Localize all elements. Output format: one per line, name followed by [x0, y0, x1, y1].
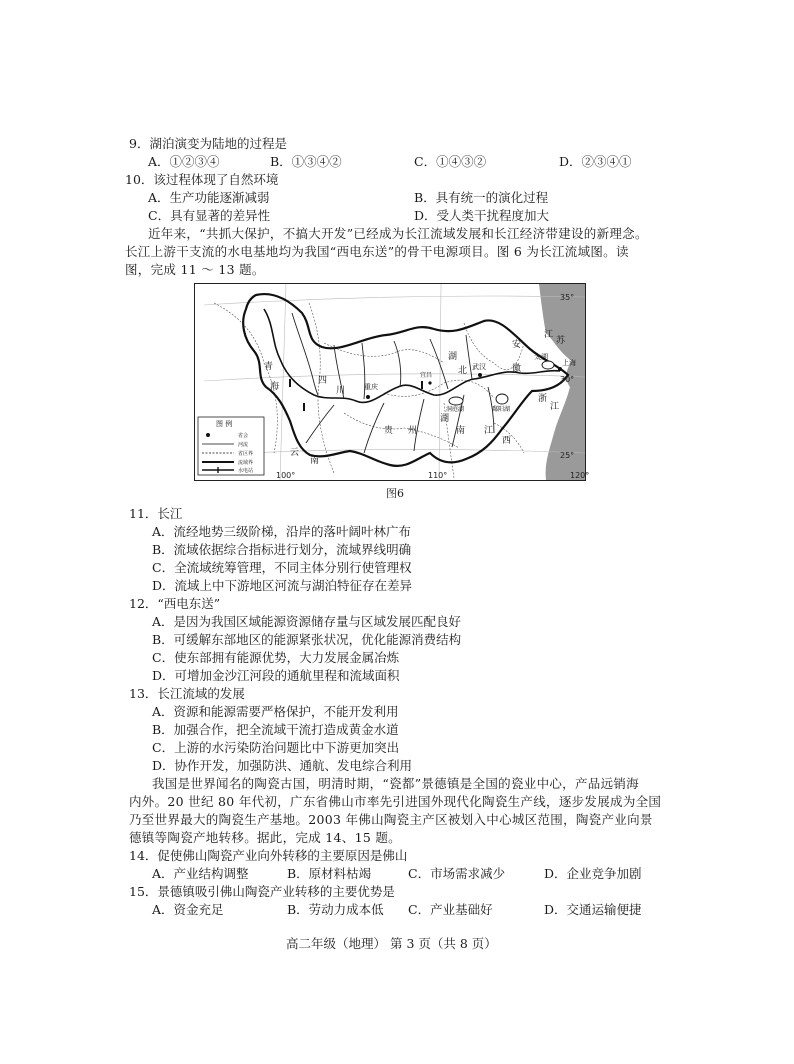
question-11-option-a: A．流经地势三级阶梯，沿岸的落叶阔叶林广布	[152, 524, 412, 539]
question-14-option-b: B．原材料枯竭	[287, 866, 372, 881]
map-label-chuan: 川	[336, 386, 346, 396]
question-13-option-d: D．协作开发，加强防洪、通航、发电综合利用	[152, 758, 413, 773]
map-label-hu-north: 湖	[448, 352, 458, 362]
map-label-gui: 贵	[384, 426, 394, 436]
question-12-option-d: D．可增加金沙江河段的通航里程和流域面积	[152, 668, 400, 683]
legend-item-province-border: 省区界	[238, 451, 254, 457]
legend-item-river: 河流	[238, 442, 249, 448]
map-label-hui: 徽	[512, 364, 522, 374]
passage-2-line-3: 乃至世界最大的陶瓷生产基地。2003 年佛山陶瓷主产区被划入中心城区范围，陶瓷产业向景	[129, 812, 653, 827]
question-9-option-d: D．②③④①	[559, 154, 632, 169]
longitude-label-120: 120°	[570, 471, 590, 480]
legend-item-hydropower: 水电站	[238, 468, 254, 474]
question-13-option-c: C．上游的水污染防治问题比中下游更加突出	[152, 740, 400, 755]
passage-2-line-4: 德镇等陶瓷产地转移。据此，完成 14、15 题。	[129, 830, 401, 845]
map-label-bei: 北	[458, 366, 468, 376]
map-label-poyang: 鄱阳湖	[492, 406, 511, 413]
map-label-xi: 西	[502, 436, 512, 446]
question-10-option-d: D．受人类干扰程度加大	[414, 208, 550, 223]
question-14-stem: 14．促使佛山陶瓷产业向外转移的主要原因是佛山	[129, 848, 408, 863]
map-label-chongqing: 重庆	[364, 383, 378, 391]
map-label-jiang-zhe: 江	[550, 402, 560, 412]
question-9-option-b: B．①③④②	[270, 154, 342, 169]
question-15-option-a: A．资金充足	[152, 902, 224, 917]
map-label-taihu: 太湖	[534, 353, 548, 361]
question-14-option-d: D．企业竞争加剧	[544, 866, 642, 881]
question-11-option-b: B．流域依据综合指标进行划分，流域界线明确	[152, 542, 412, 557]
map-label-shanghai: 上海	[562, 359, 576, 367]
passage-1-line-1: 近年来，“共抓大保护，不搞大开发”已经成为长江流域发展和长江经济带建设的新理念。	[148, 226, 648, 241]
latitude-label-35: 35°	[560, 293, 575, 302]
map-label-qing: 青	[264, 362, 274, 372]
question-9-stem: 9．湖泊演变为陆地的过程是	[129, 136, 287, 151]
map-label-jiang-xi: 江	[484, 426, 494, 436]
question-11-option-c: C．全流域统筹管理，不同主体分别行使管理权	[152, 560, 412, 575]
map-label-si: 四	[318, 376, 328, 386]
question-10-stem: 10．该过程体现了自然环境	[125, 172, 279, 187]
question-12-stem: 12．“西电东送”	[129, 596, 221, 611]
question-14-option-c: C．市场需求减少	[408, 866, 506, 881]
question-12-option-b: B．可缓解东部地区的能源紧张状况，优化能源消费结构	[152, 632, 462, 647]
longitude-label-100: 100°	[276, 471, 296, 480]
longitude-label-110: 110°	[428, 471, 448, 480]
map-label-wuhan: 武汉	[472, 363, 486, 371]
legend-item-capital: 省会	[238, 433, 249, 439]
question-13-option-a: A．资源和能源需要严格保护，不能开发利用	[152, 704, 399, 719]
map-label-jiang: 江	[544, 330, 554, 340]
passage-1-line-3: 图，完成 11 ～ 13 题。	[125, 262, 265, 277]
legend-title: 图 例	[216, 420, 233, 428]
question-11-option-d: D．流域上中下游地区河流与湖泊特征存在差异	[152, 578, 413, 593]
question-13-option-b: B．加强合作，把全流域干流打造成黄金水道	[152, 722, 399, 737]
map-label-hai: 海	[270, 382, 280, 392]
question-9-option-a: A．①②③④	[148, 154, 220, 169]
map-label-hu-south: 湖	[440, 414, 450, 424]
question-15-option-c: C．产业基础好	[408, 902, 493, 917]
map-svg	[194, 283, 590, 481]
question-15-option-d: D．交通运输便捷	[544, 902, 642, 917]
question-12-option-c: C．使东部拥有能源优势，大力发展金属冶炼	[152, 650, 400, 665]
latitude-label-25: 25°	[560, 451, 575, 460]
question-10-option-a: A．生产功能逐渐减弱	[148, 190, 270, 205]
question-15-option-b: B．劳动力成本低	[287, 902, 384, 917]
question-14-option-a: A．产业结构调整	[152, 866, 249, 881]
question-12-option-a: A．是因为我国区域能源资源储存量与区域发展匹配良好	[152, 614, 462, 629]
latitude-label-30: 30°	[560, 375, 575, 384]
question-11-stem: 11．长江	[129, 506, 183, 521]
passage-1-line-2: 长江上游干支流的水电基地均为我国“西电东送”的骨干电源项目。图 6 为长江流域图。读	[125, 244, 629, 259]
map-legend	[198, 417, 264, 475]
figure-caption: 图6	[386, 487, 404, 500]
map-label-dongting: 洞庭湖	[446, 406, 465, 413]
yangtze-basin-map	[194, 283, 590, 481]
map-label-yichang: 宜昌	[420, 372, 433, 379]
question-15-stem: 15．景德镇吸引佛山陶瓷产业转移的主要优势是	[129, 884, 395, 899]
passage-2-line-1: 我国是世界闻名的陶瓷古国，明清时期，“瓷都”景德镇是全国的瓷业中心，产品远销海	[152, 776, 639, 791]
map-label-an: 安	[512, 340, 522, 350]
map-label-zhe: 浙	[538, 394, 548, 404]
passage-2-line-2: 内外。20 世纪 80 年代初，广东省佛山市率先引进国外现代化陶瓷生产线，逐步发展成为全国	[129, 794, 662, 809]
page-footer: 高二年级（地理） 第 3 页（共 8 页）	[286, 936, 497, 951]
question-9-option-c: C．①④③②	[414, 154, 487, 169]
map-label-yun: 云	[290, 448, 300, 458]
question-10-option-c: C．具有显著的差异性	[148, 208, 271, 223]
question-10-option-b: B．具有统一的演化过程	[414, 190, 549, 205]
map-label-zhou: 州	[408, 426, 418, 436]
map-label-su: 苏	[556, 336, 566, 346]
map-label-nan-yun: 南	[310, 456, 320, 466]
map-label-nan: 南	[456, 426, 466, 436]
question-13-stem: 13．长江流域的发展	[129, 686, 245, 701]
legend-item-basin-border: 流域界	[238, 460, 254, 466]
